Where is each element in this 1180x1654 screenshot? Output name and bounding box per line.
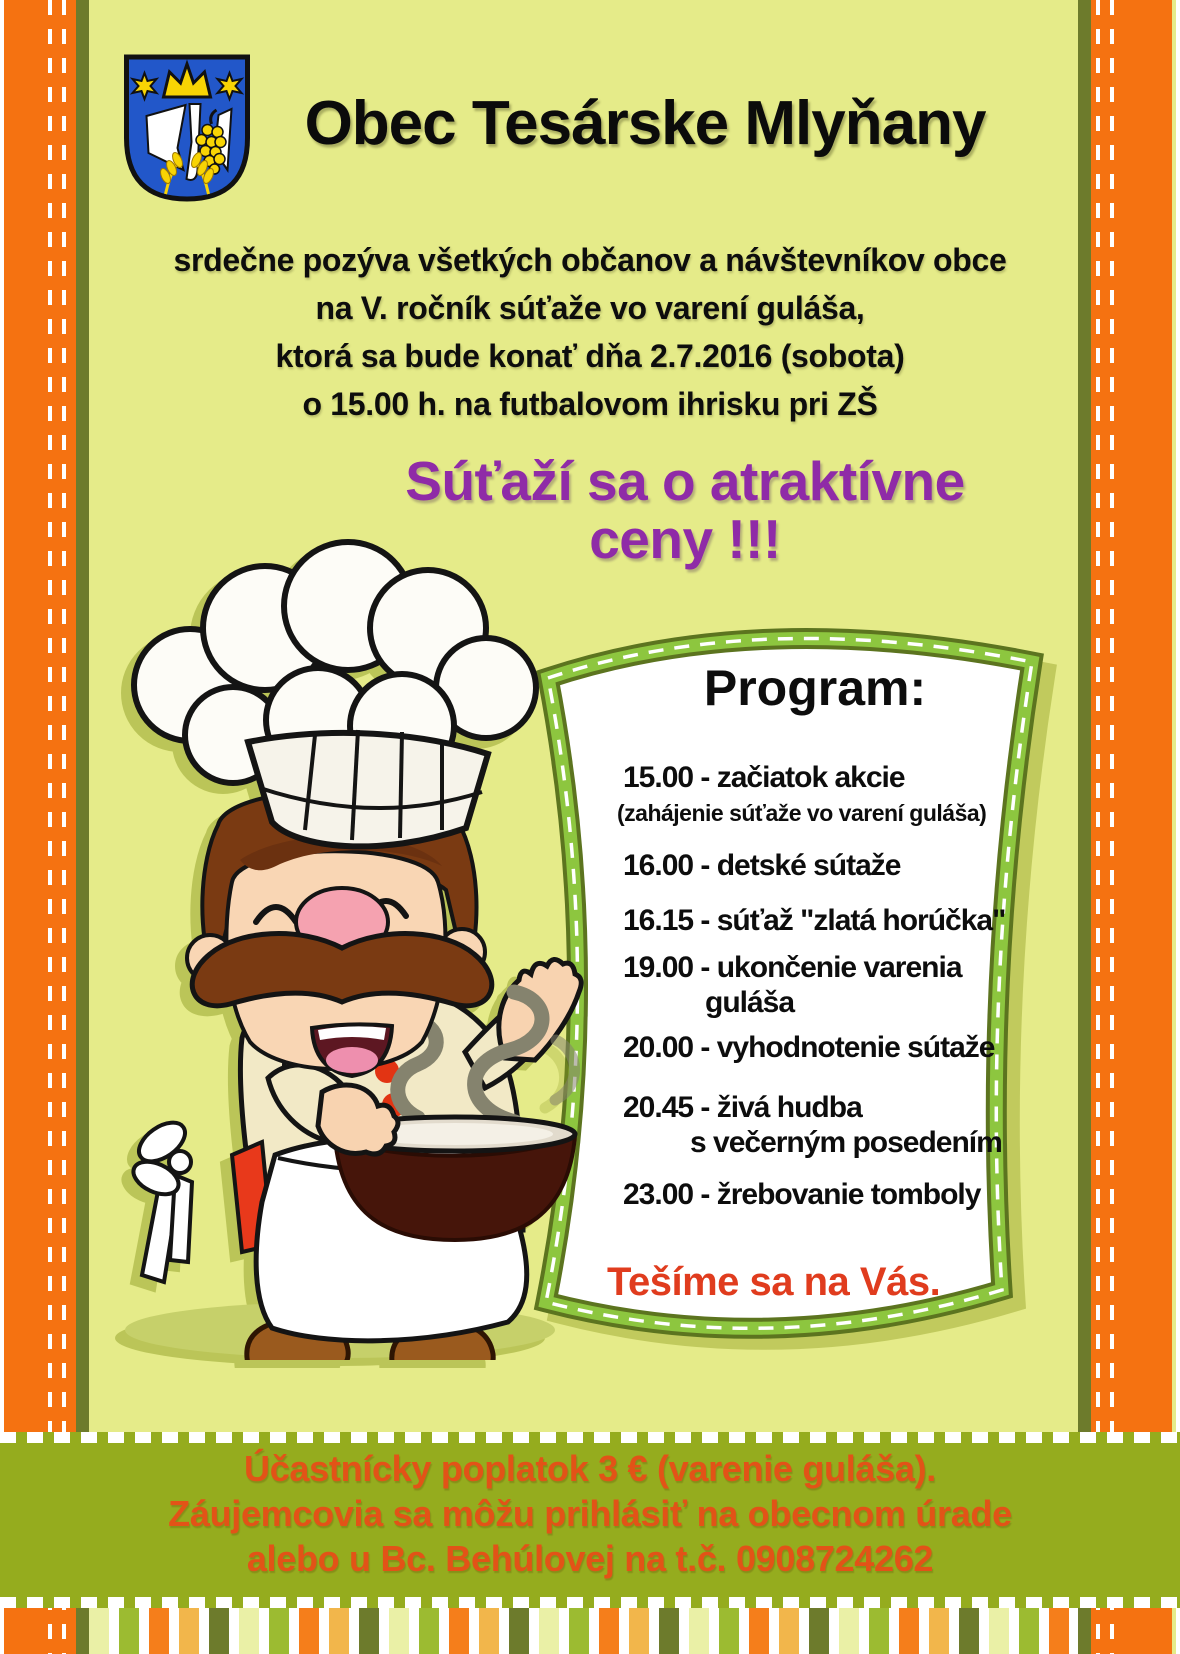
fringe-bar [599, 1608, 619, 1654]
program-item-note: (zahájenie súťaže vo varení guláša) [617, 800, 987, 826]
fringe-bar [569, 1608, 589, 1654]
footer-line: alebo u Bc. Behúlovej na t.č. 0908724262 [246, 1538, 934, 1579]
program-item-continuation: s večerným posedením [690, 1126, 1002, 1159]
program-item: 15.00 - začiatok akcie [623, 761, 905, 794]
fringe-bar [989, 1608, 1009, 1654]
fringe-bar [509, 1608, 529, 1654]
chef-hat [134, 542, 536, 846]
closing-message: Tešíme sa na Vás. [607, 1260, 941, 1304]
fringe-bar [299, 1608, 319, 1654]
fringe-bar [749, 1608, 769, 1654]
fringe-bar [1049, 1608, 1069, 1654]
fringe [89, 1608, 1078, 1654]
band-bottom-stitching [0, 1597, 1180, 1608]
fringe-bar [719, 1608, 739, 1654]
fringe-bar [1019, 1608, 1039, 1654]
fringe-bar [269, 1608, 289, 1654]
fringe-bar [779, 1608, 799, 1654]
footer-text [0, 1446, 1180, 1581]
fringe-bar [359, 1608, 379, 1654]
chef-illustration [90, 530, 590, 1360]
invitation-text [90, 236, 1090, 428]
program-list [585, 630, 1045, 1305]
fringe-bar [209, 1608, 229, 1654]
fringe-bar [239, 1608, 259, 1654]
left-stitch-line [48, 0, 52, 1654]
fringe-bar [149, 1608, 169, 1654]
right-stitch-line [1096, 0, 1100, 1654]
program-item: 19.00 - ukončenie varenia [623, 951, 962, 984]
page-title: Obec Tesárske Mlyňany [304, 89, 986, 158]
left-stitch-line [62, 0, 66, 1654]
invitation-line: srdečne pozýva všetkých občanov a návštevníkov obce [173, 242, 1007, 278]
left-olive-stripe [76, 0, 89, 1654]
fringe-bar [959, 1608, 979, 1654]
program-item: 16.00 - detské sútaže [623, 849, 901, 882]
program-item: 20.00 - vyhodnotenie sútaže [623, 1031, 995, 1064]
program-item: 23.00 - žrebovanie tomboly [623, 1178, 981, 1211]
fringe-bar [179, 1608, 199, 1654]
program-heading: Program: [703, 660, 927, 716]
fringe-bar [539, 1608, 559, 1654]
fringe-bar [839, 1608, 859, 1654]
band-top-stitching [0, 1432, 1180, 1443]
fringe-bar [869, 1608, 889, 1654]
program-item-continuation: guláša [705, 986, 795, 1019]
fringe-bar [89, 1608, 109, 1654]
prizes-headline-line: ceny !!! [589, 508, 781, 570]
program-item: 20.45 - živá hudba [623, 1091, 862, 1124]
prizes-headline-line: Súťaží sa o atraktívne [405, 450, 965, 512]
fringe-bar [389, 1608, 409, 1654]
fringe-bar [329, 1608, 349, 1654]
fringe-bar [419, 1608, 439, 1654]
right-orange-border [1091, 0, 1172, 1654]
invitation-line: o 15.00 h. na futbalovom ihrisku pri ZŠ [302, 386, 878, 422]
fringe-bar [929, 1608, 949, 1654]
invitation-line: ktorá sa bude konať dňa 2.7.2016 (sobota) [275, 338, 905, 374]
fringe-bar [119, 1608, 139, 1654]
right-stitch-line [1110, 0, 1114, 1654]
fringe-bar [899, 1608, 919, 1654]
fringe-bar [659, 1608, 679, 1654]
invitation-line: na V. ročník súťaže vo varení guláša, [315, 290, 865, 326]
footer-line: Účastnícky poplatok 3 € (varenie guláša). [244, 1448, 936, 1489]
footer-line: Záujemcovia sa môžu prihlásiť na obecnom úrade [168, 1493, 1012, 1534]
program-item: 16.15 - súťaž "zlatá horúčka" [623, 904, 1006, 937]
fringe-bar [689, 1608, 709, 1654]
fringe-bar [479, 1608, 499, 1654]
fringe-bar [629, 1608, 649, 1654]
fringe-bar [449, 1608, 469, 1654]
fringe-bar [809, 1608, 829, 1654]
